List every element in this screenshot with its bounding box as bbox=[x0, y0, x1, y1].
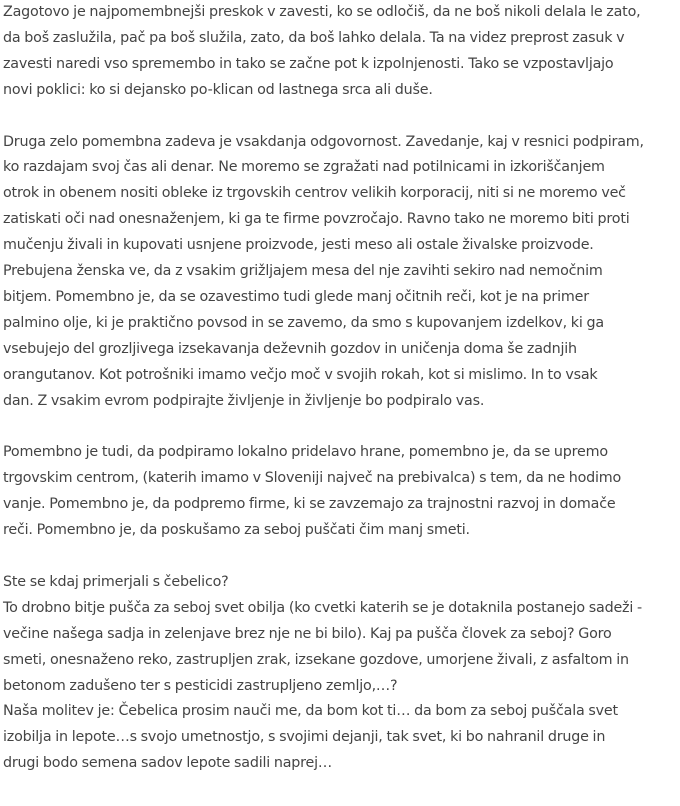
text-line: palmino olje, ki je praktično povsod in se zavemo, da smo s kupovanjem izdelkov, ki ga bbox=[3, 314, 604, 331]
text-line: bitjem. Pomembno je, da se ozavestimo tudi glede manj očitnih reči, kot je na primer bbox=[3, 288, 589, 305]
text-line: zatiskati oči nad onesnaženjem, ki ga te firme povzročajo. Ravno tako ne moremo biti proti bbox=[3, 211, 630, 228]
article-body bbox=[3, 0, 677, 777]
text-line: Naša molitev je: Čebelica prosim nauči me, da bom kot ti… da bom za seboj puščala svet bbox=[3, 703, 618, 720]
paragraph-local-support bbox=[3, 440, 677, 544]
text-line: Druga zelo pomembna zadeva je vsakdanja odgovornost. Zavedanje, kaj v resnici podpiram, bbox=[3, 133, 644, 150]
text-line: vsebujejo del grozljivega izsekavanja deževnih gozdov in uničenja doma še zadnjih bbox=[3, 340, 577, 357]
text-line: vanje. Pomembno je, da podpremo firme, ki se zavzemajo za trajnostni razvoj in domače bbox=[3, 496, 616, 513]
text-line: To drobno bitje pušča za seboj svet obilja (ko cvetki katerih se je dotaknila postanejo sadeži - bbox=[3, 599, 642, 616]
text-line: orangutanov. Kot potrošniki imamo večjo moč v svojih rokah, kot si mislimo. In to vsak bbox=[3, 366, 598, 383]
text-line: da boš zaslužila, pač pa boš služila, zato, da boš lahko delala. Ta na videz preprost zasuk v bbox=[3, 29, 625, 46]
paragraph-daily-responsibility bbox=[3, 130, 677, 415]
text-line: smeti, onesnaženo reko, zastrupljen zrak, izsekane gozdove, umorjene živali, z asfaltom in bbox=[3, 651, 629, 668]
text-line: novi poklici: ko si dejansko po-klican od lastnega srca ali duše. bbox=[3, 81, 433, 98]
text-line: Pomembno je tudi, da podpiramo lokalno pridelavo hrane, pomembno je, da se upremo bbox=[3, 444, 608, 461]
text-line: mučenju živali in kupovati usnjene proizvode, jesti meso ali ostale živalske proizvode. bbox=[3, 237, 594, 254]
text-line: betonom zadušeno ter s pesticidi zastrupljeno zemljo,…? bbox=[3, 677, 398, 694]
text-line: Zagotovo je najpomembnejši preskok v zavesti, ko se odločiš, da ne boš nikoli delala le zato, bbox=[3, 4, 641, 20]
text-line: večine našega sadja in zelenjave brez nje ne bi bilo). Kaj pa pušča človek za seboj? Goro bbox=[3, 625, 612, 642]
paragraph-career-calling bbox=[3, 0, 677, 104]
text-line: drugi bodo semena sadov lepote sadili naprej… bbox=[3, 755, 332, 772]
text-line: trgovskim centrom, (katerih imamo v Sloveniji največ na prebivalca) s tem, da ne hodimo bbox=[3, 470, 622, 487]
text-line: izobilja in lepote…s svojo umetnostjo, s svojimi dejanji, tak svet, ki bo nahranil druge in bbox=[3, 729, 606, 746]
text-line: zavesti naredi vso spremembo in tako se začne pot k izpolnjenosti. Tako se vzpostavljajo bbox=[3, 55, 614, 72]
text-line: Prebujena ženska ve, da z vsakim grižljajem mesa del nje zavihti sekiro nad nemočnim bbox=[3, 263, 603, 280]
text-line: Ste se kdaj primerjali s čebelico? bbox=[3, 573, 229, 590]
text-line: otrok in obenem nositi obleke iz trgovskih centrov velikih korporacij, niti si ne moremo več bbox=[3, 185, 626, 202]
paragraph-bee-prayer bbox=[3, 570, 677, 777]
text-line: reči. Pomembno je, da poskušamo za seboj puščati čim manj smeti. bbox=[3, 522, 470, 539]
text-line: ko razdajam svoj čas ali denar. Ne moremo se zgražati nad potilnicami in izkoriščanjem bbox=[3, 159, 605, 176]
text-line: dan. Z vsakim evrom podpirajte življenje in življenje bo podpiralo vas. bbox=[3, 392, 485, 409]
